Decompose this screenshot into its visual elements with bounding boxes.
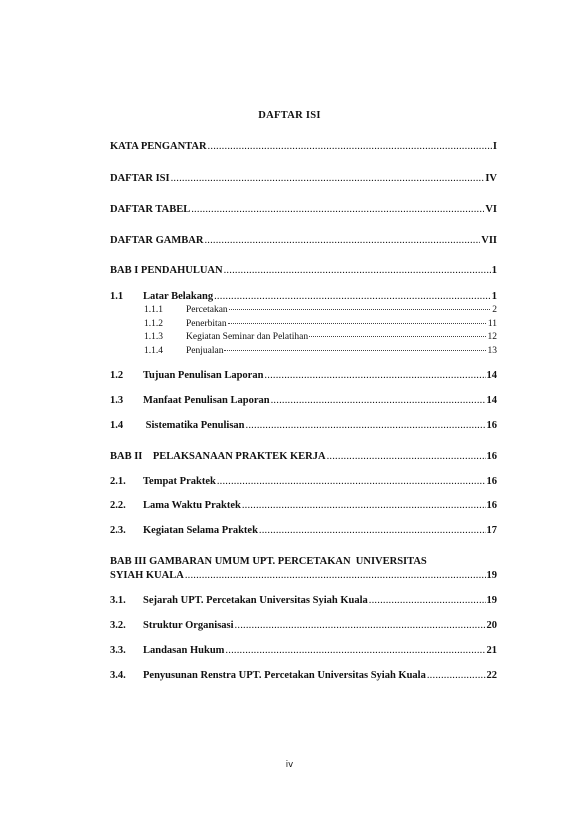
toc-entry-page: 17 xyxy=(486,525,497,536)
toc-entry-page: 19 xyxy=(486,570,497,581)
toc-entry-label: Manfaat Penulisan Laporan xyxy=(143,395,270,406)
toc-subentry-number: 1.1.2 xyxy=(144,319,163,329)
toc-subentry-page: 12 xyxy=(487,332,497,342)
toc-subentry-label: Kegiatan Seminar dan Pelatihan xyxy=(186,332,309,342)
page-number-footer: iv xyxy=(285,760,294,770)
toc-entry-label: Tujuan Penulisan Laporan xyxy=(143,370,264,381)
toc-entry-page: 1 xyxy=(491,265,497,276)
toc-entry-3-4[interactable] xyxy=(110,670,497,681)
toc-entry-number: 1.4 xyxy=(110,420,124,431)
toc-entry-2-2[interactable] xyxy=(110,500,497,511)
toc-entry-page: 22 xyxy=(486,670,497,681)
toc-entry-number: 2.2. xyxy=(110,500,126,511)
toc-entry-label: SYIAH KUALA xyxy=(110,570,184,581)
toc-entry-label: Landasan Hukum xyxy=(143,645,225,656)
toc-entry-label: DAFTAR GAMBAR xyxy=(110,235,204,246)
toc-entry-3-2[interactable] xyxy=(110,620,497,631)
toc-entry-bab-2[interactable] xyxy=(110,451,497,462)
toc-entry-label: Tempat Praktek xyxy=(143,476,216,487)
toc-entry-bab-3[interactable] xyxy=(110,570,497,581)
toc-entry-2-1[interactable] xyxy=(110,476,497,487)
toc-entry-page: 16 xyxy=(486,500,497,511)
toc-entry-daftar-isi[interactable] xyxy=(110,173,497,184)
toc-entry-label: Kegiatan Selama Praktek xyxy=(143,525,258,536)
toc-entry-label: Penyusunan Renstra UPT. Percetakan Universitas Syiah Kuala xyxy=(143,670,426,681)
toc-entry-number: 1.1 xyxy=(110,291,124,302)
toc-entry-1-4[interactable] xyxy=(110,420,497,431)
toc-subentry-1-1-1[interactable] xyxy=(144,305,497,315)
toc-entry-3-3[interactable] xyxy=(110,645,497,656)
toc-entry-bab-1[interactable] xyxy=(110,265,497,276)
toc-entry-label: DAFTAR TABEL xyxy=(110,204,191,215)
toc-entry-page: 14 xyxy=(486,395,497,406)
toc-entry-2-3[interactable] xyxy=(110,525,497,536)
toc-subentry-1-1-3[interactable] xyxy=(144,332,497,342)
toc-entry-bab-3-line1[interactable]: BAB III GAMBARAN UMUM UPT. PERCETAKAN UNIVERSITAS xyxy=(110,556,427,567)
toc-entry-number: 2.1. xyxy=(110,476,126,487)
toc-subentry-number: 1.1.4 xyxy=(144,346,163,356)
toc-entry-page: 20 xyxy=(486,620,497,631)
toc-entry-3-1[interactable] xyxy=(110,595,497,606)
toc-entry-label: BAB II PELAKSANAAN PRAKTEK KERJA xyxy=(110,451,326,462)
toc-subentry-1-1-2[interactable] xyxy=(144,319,497,329)
toc-subentry-number: 1.1.1 xyxy=(144,305,163,315)
toc-entry-number: 3.1. xyxy=(110,595,126,606)
toc-subentry-label: Penerbitan xyxy=(186,319,227,329)
toc-subentry-page: 11 xyxy=(487,319,497,329)
toc-subentry-page: 2 xyxy=(492,305,497,315)
toc-entry-page: 14 xyxy=(486,370,497,381)
toc-subentry-1-1-4[interactable] xyxy=(144,346,497,356)
toc-entry-label: Latar Belakang xyxy=(143,291,214,302)
toc-subentry-page: 13 xyxy=(487,346,497,356)
toc-subentry-number: 1.1.3 xyxy=(144,332,163,342)
toc-subentry-label: Percetakan xyxy=(186,305,228,315)
toc-entry-number: 2.3. xyxy=(110,525,126,536)
toc-entry-number: 3.2. xyxy=(110,620,126,631)
page-title: DAFTAR ISI xyxy=(258,110,321,121)
toc-entry-label: Struktur Organisasi xyxy=(143,620,234,631)
toc-entry-label: Sistematika Penulisan xyxy=(143,420,245,431)
toc-entry-number: 1.3 xyxy=(110,395,124,406)
toc-entry-page: 19 xyxy=(486,595,497,606)
toc-entry-number: 3.4. xyxy=(110,670,126,681)
toc-entry-page: 16 xyxy=(486,451,497,462)
toc-entry-label: BAB I PENDAHULUAN xyxy=(110,265,223,276)
toc-entry-page: VII xyxy=(481,235,497,246)
toc-entry-1-1[interactable] xyxy=(110,291,497,302)
toc-entry-label: Sejarah UPT. Percetakan Universitas Syiah Kuala xyxy=(143,595,368,606)
toc-entry-page: 1 xyxy=(491,291,497,302)
toc-subentry-label: Penjualan xyxy=(186,346,224,356)
toc-entry-page: I xyxy=(492,141,497,152)
toc-entry-kata-pengantar[interactable] xyxy=(110,141,497,152)
toc-entry-daftar-tabel[interactable] xyxy=(110,204,497,215)
toc-entry-page: VI xyxy=(485,204,497,215)
toc-entry-page: 16 xyxy=(486,420,497,431)
toc-entry-1-2[interactable] xyxy=(110,370,497,381)
toc-entry-daftar-gambar[interactable] xyxy=(110,235,497,246)
toc-entry-label: KATA PENGANTAR xyxy=(110,141,207,152)
toc-entry-page: 16 xyxy=(486,476,497,487)
toc-entry-label: DAFTAR ISI xyxy=(110,173,170,184)
toc-entry-label: Lama Waktu Praktek xyxy=(143,500,241,511)
toc-entry-page: IV xyxy=(485,173,497,184)
toc-entry-page: 21 xyxy=(486,645,497,656)
toc-entry-number: 1.2 xyxy=(110,370,124,381)
toc-entry-1-3[interactable] xyxy=(110,395,497,406)
toc-entry-number: 3.3. xyxy=(110,645,126,656)
